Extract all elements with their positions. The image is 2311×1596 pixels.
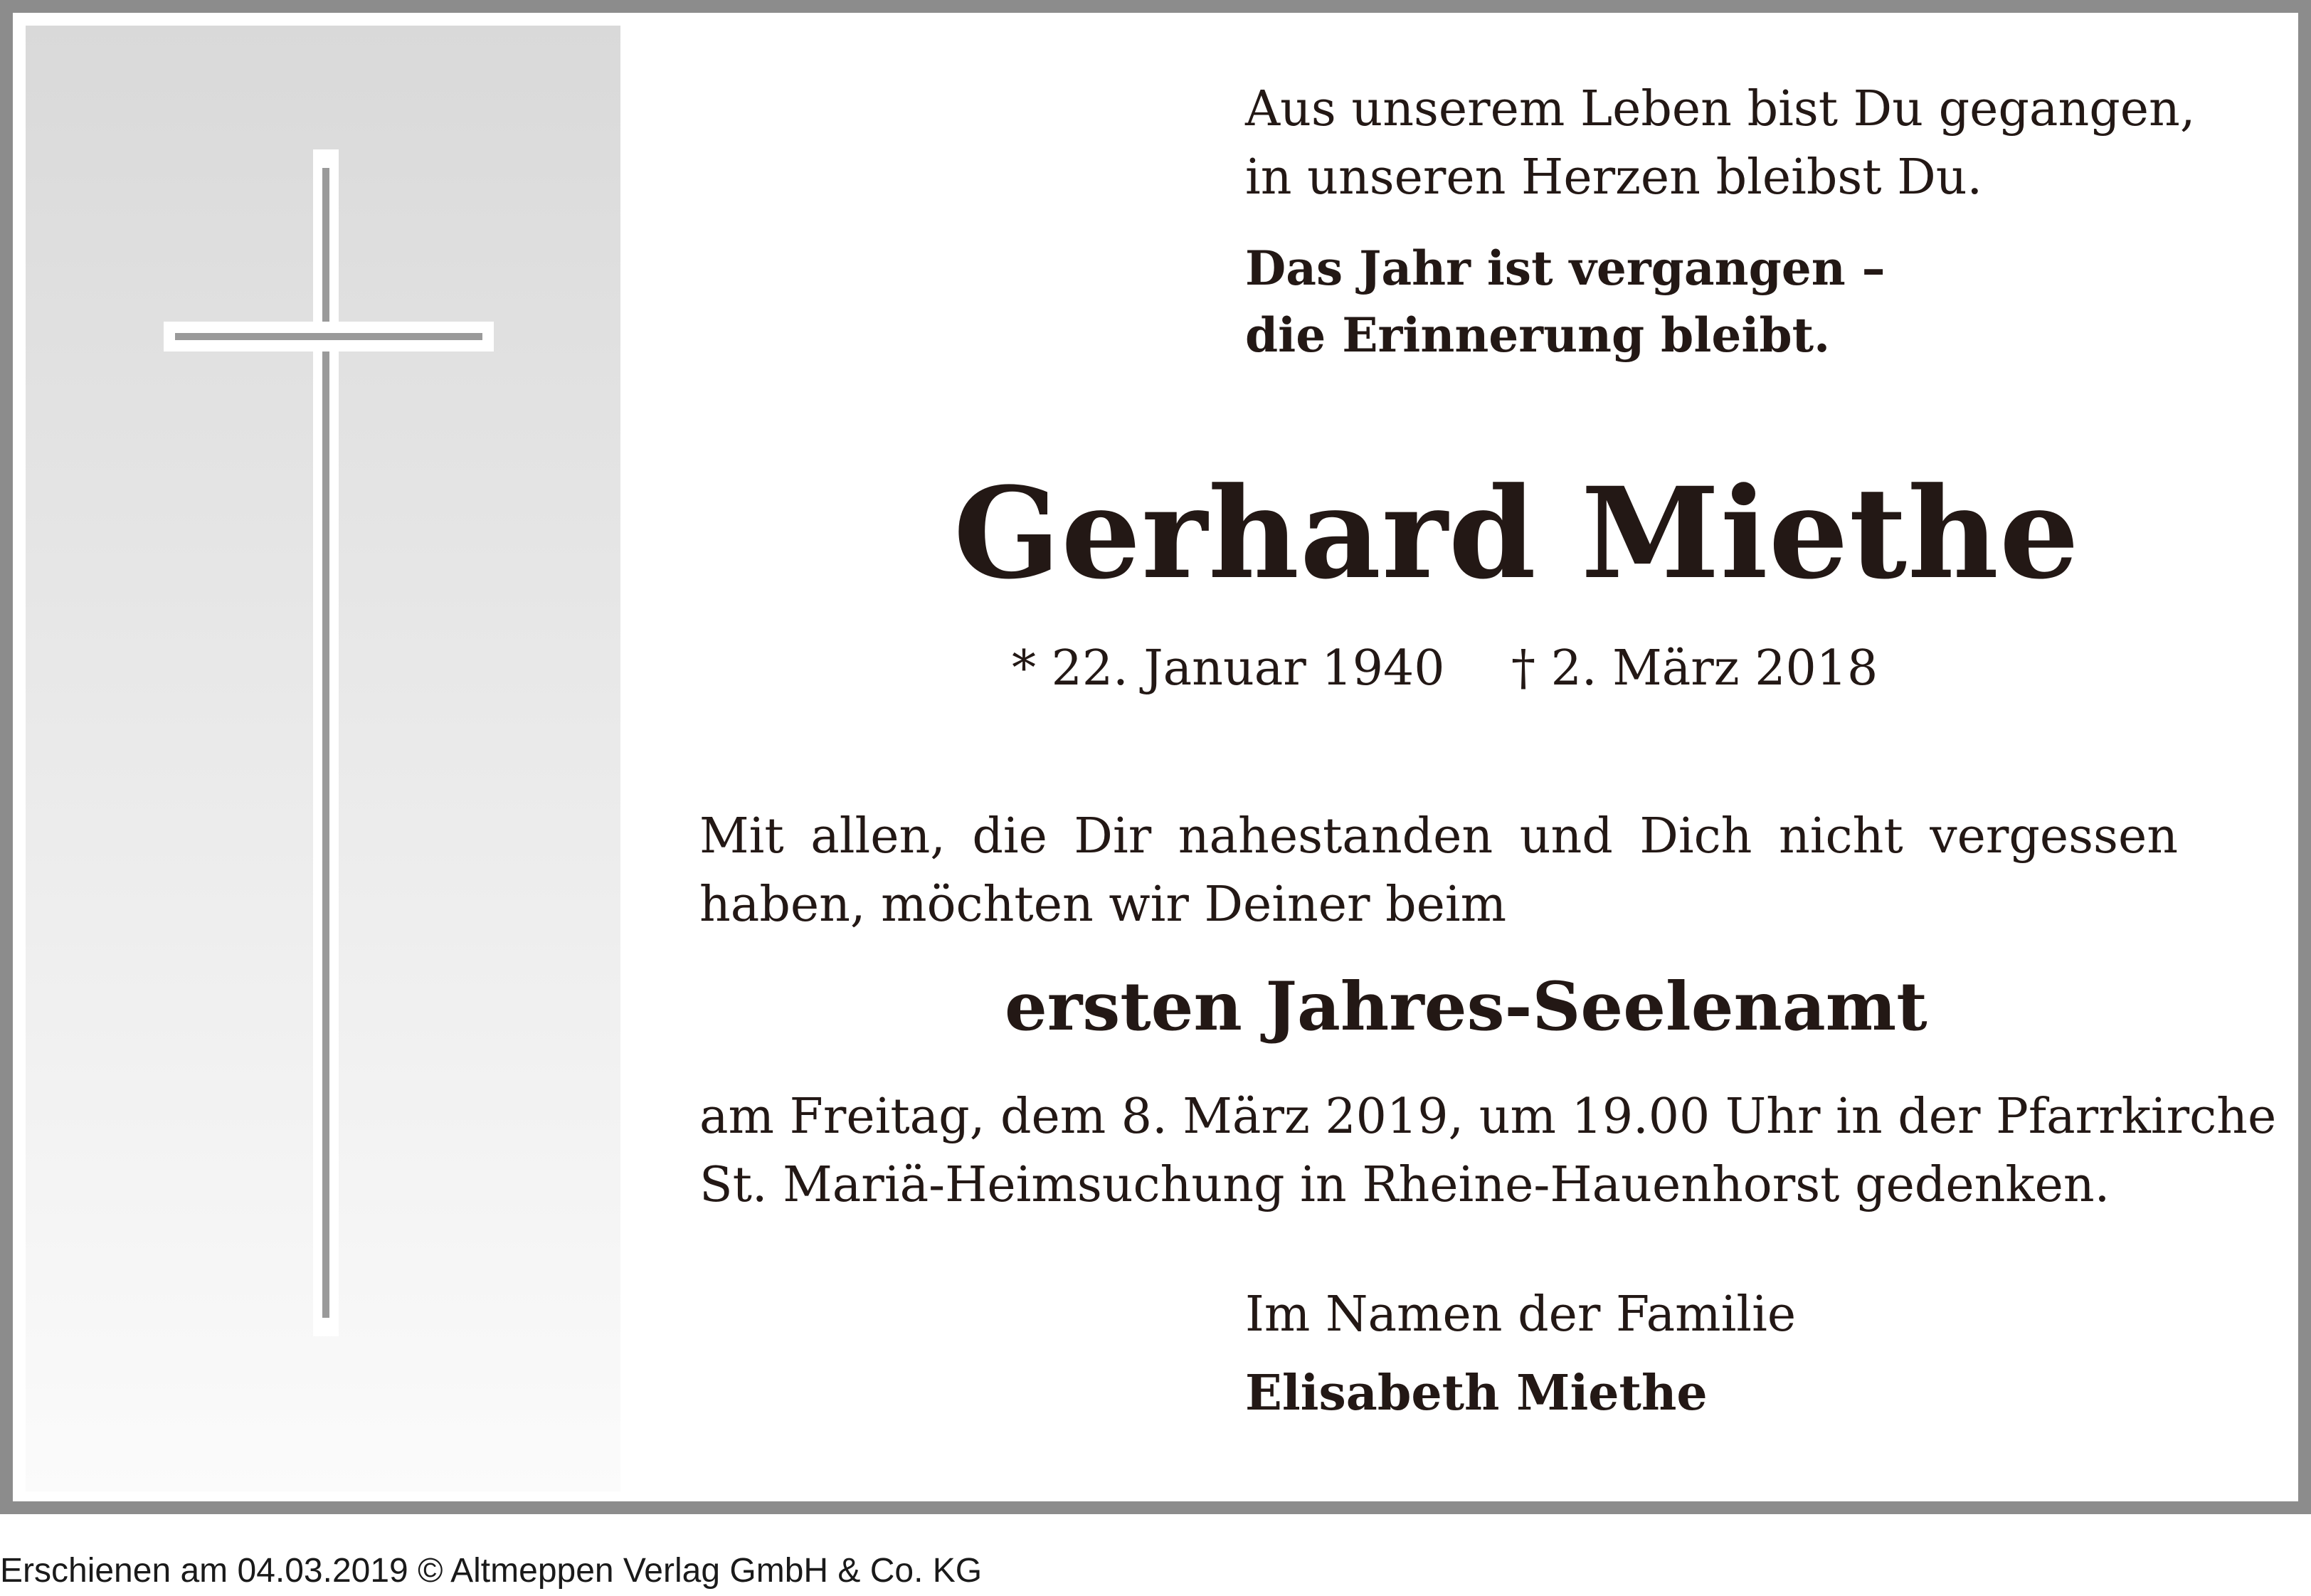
quote-line-1: Aus unserem Leben bist Du gegangen,	[1245, 81, 2196, 137]
quote-line-2: in unseren Herzen bleibst Du.	[1245, 149, 1983, 206]
quote-bold-line-1: Das Jahr ist vergangen –	[1245, 241, 1886, 296]
signature-name: Elisabeth Miethe	[1245, 1365, 1708, 1422]
birth-date: * 22. Januar 1940	[1012, 640, 1445, 697]
invitation-line-1: Mit allen, die Dir nahestanden und Dich nicht vergessen	[699, 808, 2178, 865]
quote-bold-line-2: die Erinnerung bleibt.	[1245, 307, 1831, 363]
side-panel	[26, 26, 620, 1491]
invitation-line-2: haben, möchten wir Deiner beim	[699, 877, 1507, 933]
deceased-name: Gerhard Miethe	[953, 460, 2080, 607]
signature-intro: Im Namen der Familie	[1245, 1286, 1797, 1343]
event-title: ersten Jahres-Seelenamt	[1005, 968, 1927, 1046]
invitation-line-3: am Freitag, dem 8. März 2019, um 19.00 Uhr in der Pfarrkirche	[699, 1089, 2277, 1145]
publication-footer: Erschienen am 04.03.2019 © Altmeppen Verlag GmbH & Co. KG	[0, 1552, 983, 1590]
invitation-line-4: St. Mariä-Heimsuchung in Rheine-Hauenhorst gedenken.	[699, 1157, 2110, 1213]
cross-icon-beam	[164, 322, 494, 352]
death-date: † 2. März 2018	[1511, 640, 1878, 697]
